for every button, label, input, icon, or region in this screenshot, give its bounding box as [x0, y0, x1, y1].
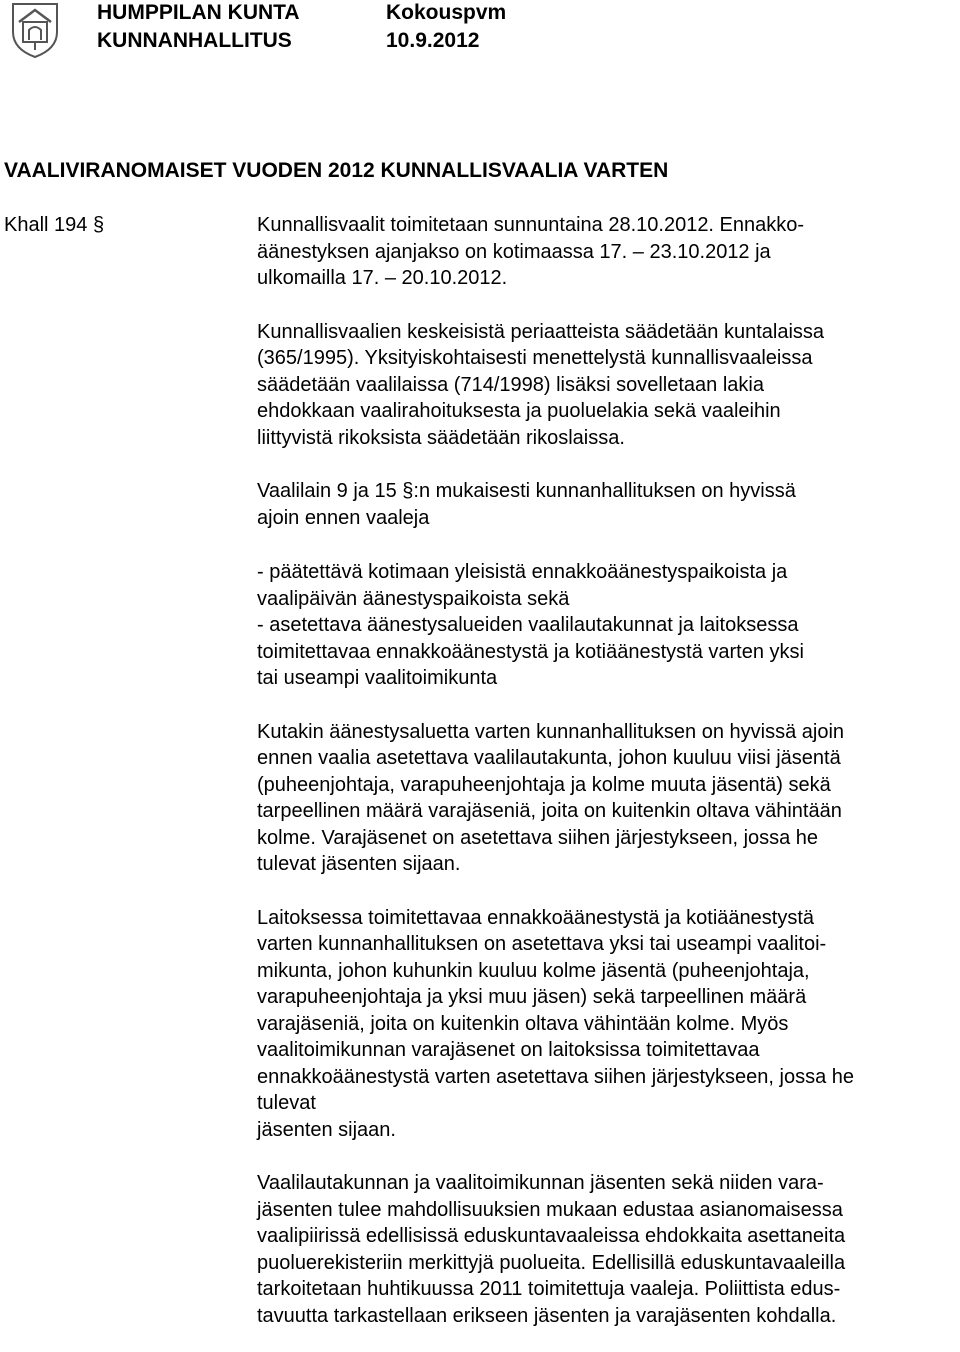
text-line: säädetään vaalilaissa (714/1998) lisäksi sovelletaan lakia	[257, 373, 764, 396]
text-line: ennen vaalia asetettava vaalilautakunta, johon kuuluu viisi jäsentä	[257, 747, 841, 769]
text-line: kolme. Varajäsenet on asetettava siihen järjestykseen, jossa he	[257, 826, 819, 849]
org-name: HUMPPILAN KUNTA	[97, 1, 300, 24]
text-line: tavuutta tarkastellaan erikseen jäsenten ja varajäsenten kohdalla.	[257, 1304, 837, 1327]
text-line: Laitoksessa toimitettavaa ennakkoäänestystä ja kotiäänestystä	[257, 906, 814, 929]
text-line: Kunnallisvaalit toimitetaan sunnuntaina 28.10.2012. Ennakko-	[257, 214, 805, 236]
paragraph-party-representation	[257, 1170, 957, 1329]
section-label: Khall 194 §	[4, 214, 105, 236]
text-line: varten kunnanhallituksen on asetettava yksi tai useampi vaalitoi-	[257, 933, 827, 955]
text-line: tai useampi vaalitoimikunta	[257, 667, 498, 689]
text-line: (puheenjohtaja, varapuheenjohtaja ja kolme muuta jäsentä) sekä	[257, 773, 831, 796]
text-line: liittyvistä rikoksista säädetään rikoslaissa.	[257, 426, 625, 449]
paragraph-election-committee	[257, 719, 957, 878]
text-line: - asetettava äänestysalueiden vaalilautakunnat ja laitoksessa	[257, 614, 799, 636]
text-line: ennakkoäänestystä varten asetettava siihen järjestykseen, jossa he	[257, 1065, 855, 1088]
paragraph-board-duties	[257, 478, 957, 531]
text-line: äänestyksen ajanjakso on kotimaassa 17. – 23.10.2012 ja	[257, 240, 771, 263]
text-line: tarpeellinen määrä varajäseniä, joita on kuitenkin oltava vähintään	[257, 800, 842, 822]
text-line: tarkoitetaan huhtikuussa 2011 toimitettuja vaaleja. Poliittista edus-	[257, 1278, 841, 1300]
text-line: Vaalilain 9 ja 15 §:n mukaisesti kunnanhallituksen on hyvissä	[257, 480, 796, 502]
text-line: ehdokkaan vaalirahoituksesta ja puoluelakia sekä vaaleihin	[257, 400, 781, 422]
text-line: toimitettavaa ennakkoäänestystä ja kotiäänestystä varten yksi	[257, 640, 804, 663]
paragraph-institution-voting	[257, 905, 957, 1144]
text-line: vaalipäivän äänestyspaikoista sekä	[257, 587, 570, 610]
text-line: Kutakin äänestysaluetta varten kunnanhallituksen on hyvissä ajoin	[257, 720, 845, 743]
text-line: jäsenten sijaan.	[257, 1118, 396, 1141]
text-line: tulevat	[257, 1092, 316, 1114]
paragraph-legislation	[257, 319, 957, 452]
text-line: jäsenten tulee mahdollisuuksien mukaan edustaa asianomaisessa	[257, 1198, 843, 1221]
text-line: - päätettävä kotimaan yleisistä ennakkoäänestyspaikoista ja	[257, 561, 788, 583]
text-line: (365/1995). Yksityiskohtaisesti menettelystä kunnallisvaaleissa	[257, 347, 813, 369]
paragraph-election-dates	[257, 212, 957, 292]
list-item	[257, 559, 957, 612]
text-line: ulkomailla 17. – 20.10.2012.	[257, 267, 508, 289]
board-name: KUNNANHALLITUS	[97, 29, 292, 52]
text-line: vaalipiirissä edellisissä eduskuntavaaleissa ehdokkaita asettaneita	[257, 1225, 846, 1247]
header-row-1	[97, 1, 507, 25]
text-line: mikunta, johon kuhunkin kuuluu kolme jäsentä (puheenjohtaja,	[257, 959, 810, 982]
meeting-label: Kokouspvm	[386, 1, 507, 24]
document-title: VAALIVIRANOMAISET VUODEN 2012 KUNNALLISVAALIA VARTEN	[4, 159, 669, 182]
text-line: Kunnallisvaalien keskeisistä periaatteista säädetään kuntalaissa	[257, 320, 825, 343]
text-line: ajoin ennen vaaleja	[257, 506, 430, 529]
list-item	[257, 612, 957, 692]
text-line: vaalitoimikunnan varajäsenet on laitoksissa toimitettavaa	[257, 1039, 760, 1061]
text-line: varajäseniä, joita on kuitenkin oltava vähintään kolme. Myös	[257, 1012, 789, 1035]
text-line: Vaalilautakunnan ja vaalitoimikunnan jäsenten sekä niiden vara-	[257, 1172, 824, 1194]
municipality-crest-icon	[10, 2, 60, 58]
text-line: varapuheenjohtaja ja yksi muu jäsen) sekä tarpeellinen määrä	[257, 986, 807, 1008]
header-row-2	[97, 29, 480, 53]
text-line: tulevat jäsenten sijaan.	[257, 853, 461, 875]
text-line: puoluerekisteriin merkittyjä puolueita. Edellisillä eduskuntavaaleilla	[257, 1251, 846, 1274]
body-text	[257, 212, 957, 1329]
meeting-date: 10.9.2012	[386, 29, 480, 52]
